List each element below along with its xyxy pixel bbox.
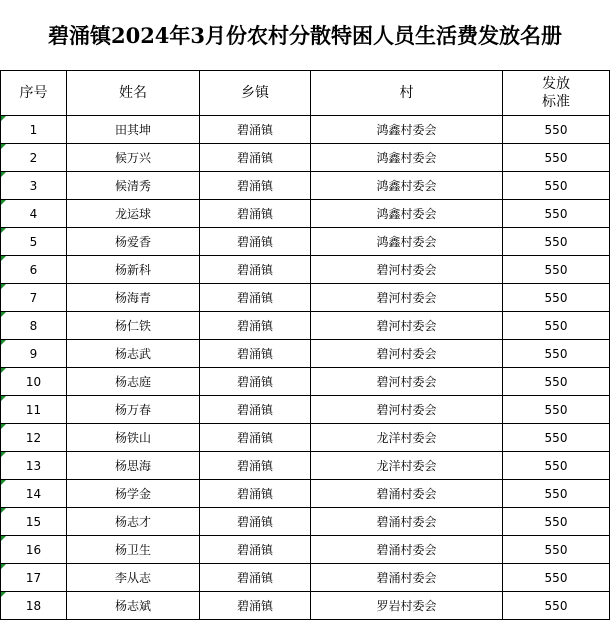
cell-name: 杨思海 bbox=[67, 452, 200, 480]
cell-serial-number: 11 bbox=[1, 396, 67, 424]
cell-serial-number: 3 bbox=[1, 172, 67, 200]
cell-payment-standard: 550 bbox=[503, 228, 610, 256]
cell-village: 鸿鑫村委会 bbox=[311, 172, 503, 200]
table-row bbox=[1, 312, 610, 340]
cell-township: 碧涌镇 bbox=[200, 368, 311, 396]
cell-payment-standard: 550 bbox=[503, 312, 610, 340]
cell-payment-standard: 550 bbox=[503, 424, 610, 452]
header-row bbox=[1, 71, 610, 116]
cell-village: 鸿鑫村委会 bbox=[311, 200, 503, 228]
header-serial-number: 序号 bbox=[1, 71, 67, 116]
header-township: 乡镇 bbox=[200, 71, 311, 116]
cell-name: 杨万春 bbox=[67, 396, 200, 424]
cell-payment-standard: 550 bbox=[503, 480, 610, 508]
cell-payment-standard: 550 bbox=[503, 200, 610, 228]
cell-name: 杨学金 bbox=[67, 480, 200, 508]
cell-payment-standard: 550 bbox=[503, 564, 610, 592]
cell-township: 碧涌镇 bbox=[200, 284, 311, 312]
cell-name: 杨铁山 bbox=[67, 424, 200, 452]
cell-serial-number: 5 bbox=[1, 228, 67, 256]
cell-name: 杨爱香 bbox=[67, 228, 200, 256]
cell-payment-standard: 550 bbox=[503, 368, 610, 396]
cell-name: 田其坤 bbox=[67, 116, 200, 144]
cell-village: 鸿鑫村委会 bbox=[311, 228, 503, 256]
table-row bbox=[1, 116, 610, 144]
table-row bbox=[1, 368, 610, 396]
cell-name: 李从志 bbox=[67, 564, 200, 592]
cell-name: 杨志才 bbox=[67, 508, 200, 536]
table-row bbox=[1, 480, 610, 508]
cell-serial-number: 17 bbox=[1, 564, 67, 592]
table-row bbox=[1, 508, 610, 536]
cell-village: 碧河村委会 bbox=[311, 340, 503, 368]
cell-township: 碧涌镇 bbox=[200, 116, 311, 144]
cell-village: 碧河村委会 bbox=[311, 312, 503, 340]
cell-village: 鸿鑫村委会 bbox=[311, 116, 503, 144]
table-row bbox=[1, 228, 610, 256]
cell-township: 碧涌镇 bbox=[200, 312, 311, 340]
cell-payment-standard: 550 bbox=[503, 340, 610, 368]
table-row bbox=[1, 536, 610, 564]
roster-body bbox=[1, 116, 610, 620]
table-row bbox=[1, 340, 610, 368]
cell-township: 碧涌镇 bbox=[200, 536, 311, 564]
cell-serial-number: 6 bbox=[1, 256, 67, 284]
cell-village: 碧涌村委会 bbox=[311, 508, 503, 536]
cell-serial-number: 12 bbox=[1, 424, 67, 452]
cell-name: 杨仁铁 bbox=[67, 312, 200, 340]
cell-township: 碧涌镇 bbox=[200, 340, 311, 368]
cell-village: 龙洋村委会 bbox=[311, 452, 503, 480]
cell-name: 龙运球 bbox=[67, 200, 200, 228]
cell-village: 碧涌村委会 bbox=[311, 480, 503, 508]
cell-township: 碧涌镇 bbox=[200, 452, 311, 480]
cell-serial-number: 8 bbox=[1, 312, 67, 340]
table-row bbox=[1, 592, 610, 620]
cell-village: 碧涌村委会 bbox=[311, 536, 503, 564]
cell-name: 杨卫生 bbox=[67, 536, 200, 564]
cell-payment-standard: 550 bbox=[503, 396, 610, 424]
cell-payment-standard: 550 bbox=[503, 592, 610, 620]
table-row bbox=[1, 200, 610, 228]
cell-name: 杨新科 bbox=[67, 256, 200, 284]
cell-serial-number: 15 bbox=[1, 508, 67, 536]
cell-village: 碧涌村委会 bbox=[311, 564, 503, 592]
cell-name: 杨海青 bbox=[67, 284, 200, 312]
cell-serial-number: 16 bbox=[1, 536, 67, 564]
table-row bbox=[1, 172, 610, 200]
cell-village: 鸿鑫村委会 bbox=[311, 144, 503, 172]
header-village: 村 bbox=[311, 71, 503, 116]
cell-township: 碧涌镇 bbox=[200, 564, 311, 592]
cell-township: 碧涌镇 bbox=[200, 592, 311, 620]
roster-table bbox=[0, 70, 610, 620]
cell-serial-number: 2 bbox=[1, 144, 67, 172]
cell-township: 碧涌镇 bbox=[200, 256, 311, 284]
cell-township: 碧涌镇 bbox=[200, 200, 311, 228]
cell-payment-standard: 550 bbox=[503, 256, 610, 284]
cell-township: 碧涌镇 bbox=[200, 144, 311, 172]
table-row bbox=[1, 452, 610, 480]
cell-township: 碧涌镇 bbox=[200, 228, 311, 256]
page-title: 碧涌镇2024年3月份农村分散特困人员生活费发放名册 bbox=[47, 23, 563, 48]
cell-serial-number: 18 bbox=[1, 592, 67, 620]
cell-village: 碧河村委会 bbox=[311, 256, 503, 284]
cell-township: 碧涌镇 bbox=[200, 172, 311, 200]
cell-serial-number: 7 bbox=[1, 284, 67, 312]
cell-township: 碧涌镇 bbox=[200, 480, 311, 508]
cell-name: 杨志庭 bbox=[67, 368, 200, 396]
cell-payment-standard: 550 bbox=[503, 172, 610, 200]
table-row bbox=[1, 256, 610, 284]
table-row bbox=[1, 144, 610, 172]
cell-village: 碧河村委会 bbox=[311, 284, 503, 312]
cell-village: 龙洋村委会 bbox=[311, 424, 503, 452]
cell-township: 碧涌镇 bbox=[200, 424, 311, 452]
cell-payment-standard: 550 bbox=[503, 452, 610, 480]
cell-payment-standard: 550 bbox=[503, 284, 610, 312]
cell-name: 候清秀 bbox=[67, 172, 200, 200]
cell-payment-standard: 550 bbox=[503, 508, 610, 536]
table-row bbox=[1, 424, 610, 452]
table-row bbox=[1, 564, 610, 592]
cell-serial-number: 1 bbox=[1, 116, 67, 144]
cell-township: 碧涌镇 bbox=[200, 508, 311, 536]
cell-village: 碧河村委会 bbox=[311, 396, 503, 424]
cell-name: 杨志武 bbox=[67, 340, 200, 368]
header-payment-standard: 发放标准 bbox=[503, 71, 610, 116]
cell-serial-number: 4 bbox=[1, 200, 67, 228]
cell-village: 碧河村委会 bbox=[311, 368, 503, 396]
cell-serial-number: 13 bbox=[1, 452, 67, 480]
header-name: 姓名 bbox=[67, 71, 200, 116]
cell-serial-number: 10 bbox=[1, 368, 67, 396]
table-row bbox=[1, 396, 610, 424]
cell-township: 碧涌镇 bbox=[200, 396, 311, 424]
cell-name: 杨志斌 bbox=[67, 592, 200, 620]
cell-payment-standard: 550 bbox=[503, 116, 610, 144]
table-row bbox=[1, 284, 610, 312]
cell-village: 罗岩村委会 bbox=[311, 592, 503, 620]
cell-serial-number: 9 bbox=[1, 340, 67, 368]
cell-serial-number: 14 bbox=[1, 480, 67, 508]
cell-payment-standard: 550 bbox=[503, 536, 610, 564]
cell-name: 候万兴 bbox=[67, 144, 200, 172]
cell-payment-standard: 550 bbox=[503, 144, 610, 172]
